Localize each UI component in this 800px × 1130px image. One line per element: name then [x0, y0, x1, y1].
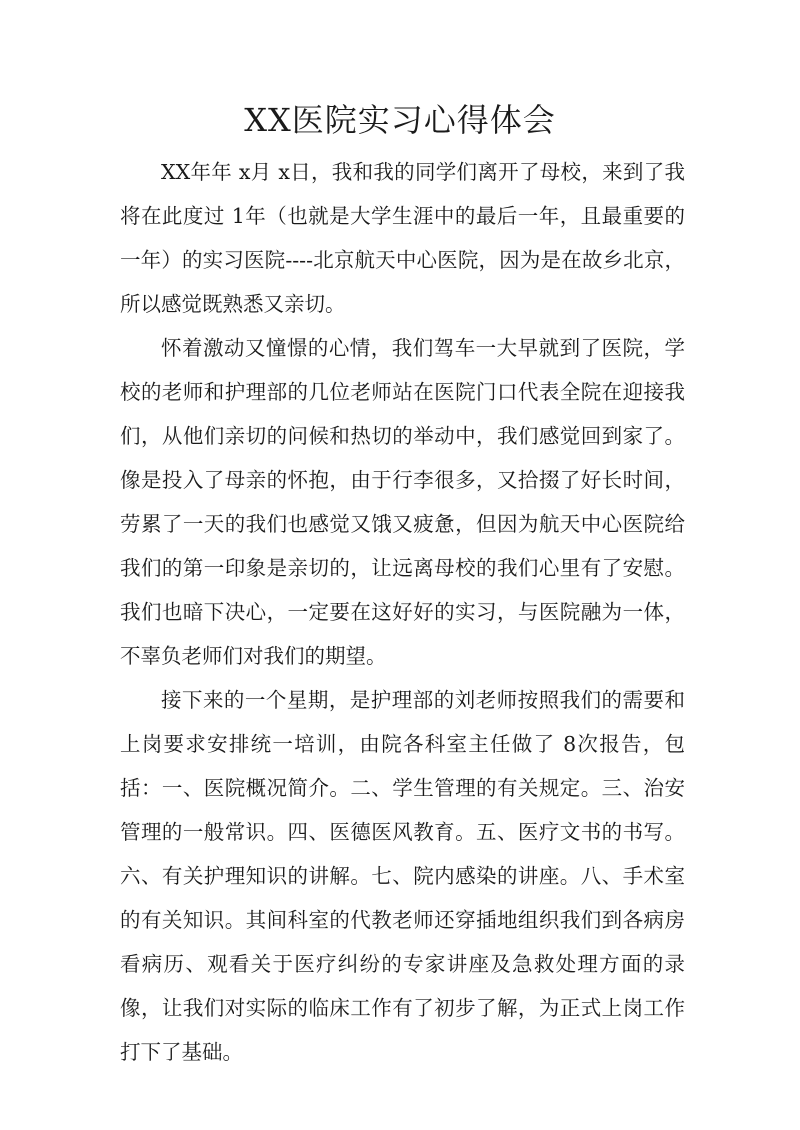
paragraph-1: XX年年 x月 x日，我和我的同学们离开了母校，来到了我将在此度过 1年（也就是大学生涯中的最后一年，且最重要的一年）的实习医院----北京航天中心医院，因为是在故乡北京，所以感觉既熟悉又亲切。: [120, 160, 685, 316]
paragraph-2: 怀着激动又憧憬的心情，我们驾车一大早就到了医院，学校的老师和护理部的几位老师站在医院门口代表全院在迎接我们，从他们亲切的问候和热切的举动中，我们感觉回到家了。像是投入了母亲的怀抱，由于行李很多，又拾掇了好长时间，劳累了一天的我们也感觉又饿又疲惫，但因为航天中心医院给我们的第一印象是亲切的，让远离母校的我们心里有了安慰。我们也暗下决心，一定要在这好好的实习，与医院融为一体，不辜负老师们对我们的期望。: [120, 336, 685, 668]
document-body: [120, 150, 685, 1074]
document-title: XX医院实习心得体会: [244, 101, 556, 139]
paragraph-3: 接下来的一个星期，是护理部的刘老师按照我们的需要和上岗要求安排统一培训，由院各科室主任做了 8次报告，包括：一、医院概况简介。二、学生管理的有关规定。三、治安管理的一般常识。四、医德医风教育。五、医疗文书的书写。六、有关护理知识的讲解。七、院内感染的讲座。八、手术室的有关知识。其间科室的代教老师还穿插地组织我们到各病房看病历、观看关于医疗纠纷的专家讲座及急救处理方面的录像，让我们对实际的临床工作有了初步了解，为正式上岗工作打下了基础。: [120, 688, 685, 1064]
